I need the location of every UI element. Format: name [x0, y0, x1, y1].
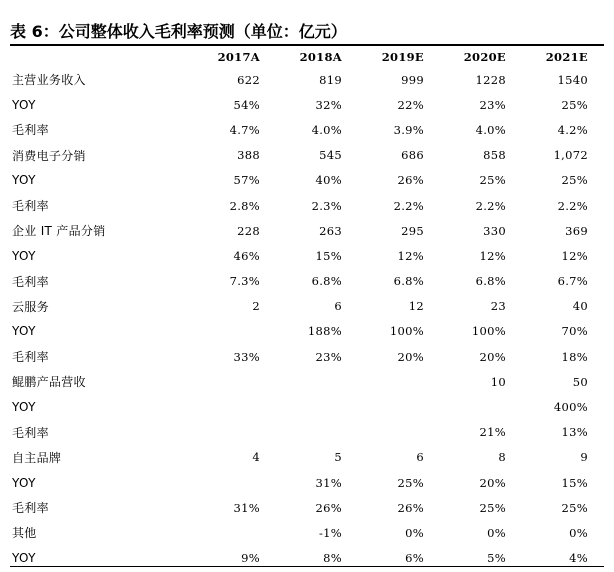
table-cell: 25%	[561, 173, 588, 188]
table-row	[10, 243, 604, 268]
column-header: 2019E	[381, 49, 424, 64]
row-label: YOY	[12, 400, 36, 415]
table-cell: 23%	[479, 97, 506, 112]
table-cell: 1540	[557, 72, 588, 87]
table-cell	[344, 394, 424, 419]
table-cell: 0%	[405, 525, 424, 540]
table-cell: 23	[490, 299, 506, 314]
column-header: 2017A	[217, 49, 260, 64]
table-cell: 25%	[561, 500, 588, 515]
table-cell: 2.2%	[557, 198, 588, 213]
table-cell: 400%	[553, 400, 588, 415]
table-cell: 25%	[561, 97, 588, 112]
table-cell: 5%	[487, 551, 506, 566]
table-cell: 20%	[397, 349, 424, 364]
table-cell: 6.7%	[557, 274, 588, 289]
table-title: 表 6：公司整体收入毛利率预测（单位：亿元）	[10, 22, 347, 41]
table-cell: 18%	[561, 349, 588, 364]
row-label: 毛利率	[12, 425, 49, 440]
table-cell: 6%	[405, 551, 424, 566]
table-row	[10, 369, 604, 394]
table-row	[10, 218, 604, 243]
table-row	[10, 294, 604, 319]
table-cell: 9%	[241, 551, 260, 566]
table-cell	[262, 420, 342, 445]
row-label: YOY	[12, 173, 36, 188]
table-cell: 2.2%	[475, 198, 506, 213]
table-cell: 54%	[233, 97, 260, 112]
table-cell: 100%	[389, 324, 424, 339]
table-cell: 330	[483, 223, 506, 238]
table-cell: 12%	[397, 248, 424, 263]
row-label: YOY	[12, 324, 36, 339]
table-row	[10, 420, 604, 445]
table-cell: 26%	[397, 500, 424, 515]
table-cell: 22%	[397, 97, 424, 112]
row-label: 毛利率	[12, 350, 49, 365]
table-row	[10, 269, 604, 294]
table-cell: 7.3%	[229, 274, 260, 289]
table-cell: 40	[572, 299, 588, 314]
table-cell: 5	[334, 450, 342, 465]
row-label: 毛利率	[12, 274, 49, 289]
row-label: YOY	[12, 97, 36, 112]
table-cell	[180, 394, 260, 419]
forecast-table	[10, 46, 604, 571]
row-label: 主营业务收入	[12, 73, 86, 88]
table-row	[10, 67, 604, 92]
table-cell: 686	[401, 148, 424, 163]
table-cell	[180, 520, 260, 545]
column-header: 2018A	[299, 49, 342, 64]
table-cell: 1,072	[553, 148, 588, 163]
row-label: 毛利率	[12, 199, 49, 214]
table-row	[10, 344, 604, 369]
table-row	[10, 470, 604, 495]
table-cell: 6.8%	[311, 274, 342, 289]
table-cell: 12%	[561, 248, 588, 263]
table-cell	[262, 394, 342, 419]
table-cell: 26%	[315, 500, 342, 515]
table-cell: 10	[490, 374, 506, 389]
row-label: 毛利率	[12, 123, 49, 138]
table-cell: 1228	[475, 72, 506, 87]
table-cell: 6.8%	[475, 274, 506, 289]
table-cell: 25%	[397, 475, 424, 490]
table-cell: 4.0%	[311, 122, 342, 137]
table-cell: 9	[580, 450, 588, 465]
table-cell: 0%	[569, 525, 588, 540]
table-row	[10, 445, 604, 470]
table-cell: 46%	[233, 248, 260, 263]
table-cell: 4.2%	[557, 122, 588, 137]
table-row	[10, 520, 604, 545]
table-cell: 0%	[487, 525, 506, 540]
table-cell: 15%	[561, 475, 588, 490]
table-cell: 12	[408, 299, 424, 314]
table-cell: 2.2%	[393, 198, 424, 213]
table-cell: 858	[483, 148, 506, 163]
row-label: 毛利率	[12, 501, 49, 516]
table-cell: 295	[401, 223, 424, 238]
table-cell: 31%	[233, 500, 260, 515]
table-cell: 228	[237, 223, 260, 238]
row-label: 鲲鹏产品营收	[12, 375, 86, 390]
row-label: 云服务	[12, 299, 49, 314]
table-cell: 2.3%	[311, 198, 342, 213]
row-label: YOY	[12, 475, 36, 490]
row-label: YOY	[12, 248, 36, 263]
table-row	[10, 143, 604, 168]
table-row	[10, 495, 604, 520]
table-cell: 57%	[233, 173, 260, 188]
table-cell: 12%	[479, 248, 506, 263]
table-row	[10, 117, 604, 142]
table-cell: 21%	[479, 425, 506, 440]
table-cell: 26%	[397, 173, 424, 188]
table-cell: -1%	[318, 525, 342, 540]
table-cell: 8%	[323, 551, 342, 566]
column-header: 2020E	[463, 49, 506, 64]
table-cell: 545	[319, 148, 342, 163]
table-row	[10, 92, 604, 117]
table-row	[10, 394, 604, 419]
table-cell: 25%	[479, 173, 506, 188]
table-cell: 4.7%	[229, 122, 260, 137]
table-row	[10, 168, 604, 193]
table-cell	[426, 394, 506, 419]
table-cell: 40%	[315, 173, 342, 188]
table-cell: 622	[237, 72, 260, 87]
table-cell: 2	[252, 299, 260, 314]
table-cell: 100%	[471, 324, 506, 339]
table-cell: 33%	[233, 349, 260, 364]
table-cell	[344, 369, 424, 394]
table-cell: 23%	[315, 349, 342, 364]
table-cell: 8	[498, 450, 506, 465]
table-header-row	[10, 46, 604, 67]
table-cell: 6.8%	[393, 274, 424, 289]
table-cell: 263	[319, 223, 342, 238]
row-label: YOY	[12, 551, 36, 566]
row-label: 消费电子分销	[12, 148, 86, 163]
table-cell: 999	[401, 72, 424, 87]
table-cell: 25%	[479, 500, 506, 515]
row-label: 其他	[12, 526, 37, 541]
table-cell: 4%	[569, 551, 588, 566]
table-cell: 13%	[561, 425, 588, 440]
table-cell: 31%	[315, 475, 342, 490]
table-cell: 50	[572, 374, 588, 389]
table-row	[10, 193, 604, 218]
table-cell: 4	[252, 450, 260, 465]
table-cell: 20%	[479, 475, 506, 490]
table-cell: 20%	[479, 349, 506, 364]
table-cell: 15%	[315, 248, 342, 263]
table-cell: 2.8%	[229, 198, 260, 213]
row-label: 自主品牌	[12, 450, 62, 465]
table-cell: 369	[565, 223, 588, 238]
column-header: 2021E	[545, 49, 588, 64]
table-cell	[180, 369, 260, 394]
table-cell: 3.9%	[393, 122, 424, 137]
table-cell: 188%	[307, 324, 342, 339]
table-cell	[180, 319, 260, 344]
table-cell: 6	[416, 450, 424, 465]
table-row	[10, 319, 604, 344]
table-cell	[262, 369, 342, 394]
table-cell	[344, 420, 424, 445]
row-label: 企业 IT 产品分销	[12, 224, 106, 239]
table-cell: 819	[319, 72, 342, 87]
table-cell: 6	[334, 299, 342, 314]
table-cell: 70%	[561, 324, 588, 339]
table-cell: 388	[237, 148, 260, 163]
table-cell	[180, 470, 260, 495]
table-cell: 32%	[315, 97, 342, 112]
bottom-rule	[10, 566, 604, 567]
table-cell	[180, 420, 260, 445]
table-cell: 4.0%	[475, 122, 506, 137]
